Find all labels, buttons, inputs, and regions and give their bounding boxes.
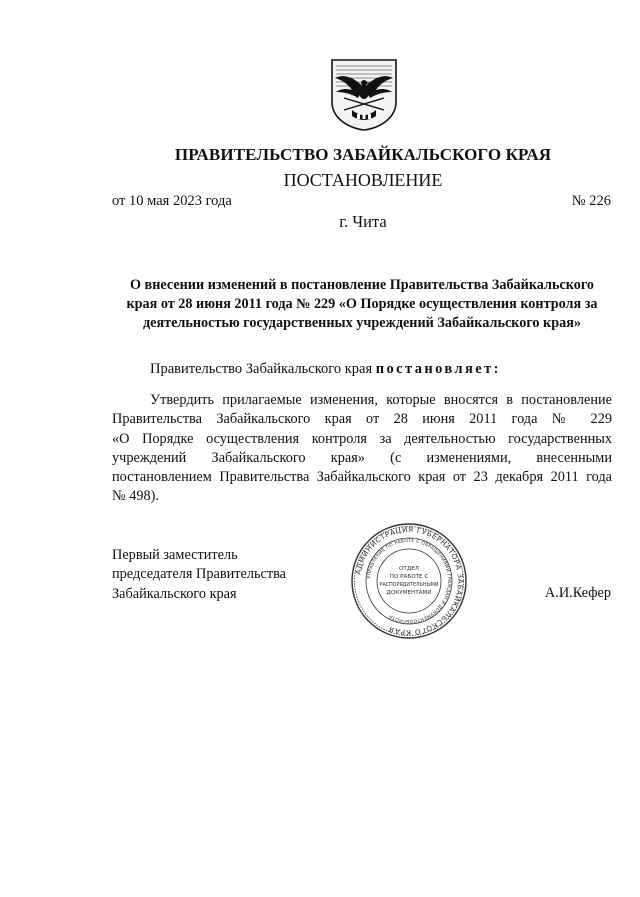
decree-subject: Правительство Забайкальского края bbox=[150, 361, 373, 377]
document-number: № 226 bbox=[571, 193, 611, 209]
seal-outer-text: АДМИНИСТРАЦИЯ ГУБЕРНАТОРА ЗАБАЙКАЛЬСКОГО КРАЯ bbox=[353, 524, 466, 638]
coat-of-arms-icon bbox=[330, 58, 398, 132]
body-line: «О Порядке осуществления контроля за деятельностью государственных bbox=[112, 430, 612, 447]
body-line: учреждений Забайкальского края» (с изменениями, внесенными bbox=[112, 449, 612, 466]
body-line: Правительства Забайкальского края от 28 июня 2011 года № 229 bbox=[112, 411, 612, 428]
government-title: ПРАВИТЕЛЬСТВО ЗАБАЙКАЛЬСКОГО КРАЯ bbox=[174, 145, 552, 164]
seal-center-line: РАСПОРЯДИТЕЛЬНЫМИ bbox=[379, 583, 439, 588]
signatory-position bbox=[112, 546, 286, 604]
document-body bbox=[112, 391, 612, 507]
signatory-position-line: Первый заместитель bbox=[112, 547, 238, 563]
document-date: от 10 мая 2023 года bbox=[112, 193, 232, 209]
document-city: г. Чита bbox=[339, 212, 387, 231]
signatory-name: А.И.Кефер bbox=[544, 585, 611, 601]
heading-line: деятельностью государственных учреждений Забайкальского края» bbox=[143, 315, 581, 331]
heading-line: О внесении изменений в постановление Правительства Забайкальского bbox=[129, 277, 595, 293]
seal-center-line: ПО РАБОТЕ С bbox=[389, 574, 429, 580]
seal-inner-text: УПРАВЛЕНИЕ ПО РАБОТЕ С ОБРАЩЕНИЯМИ ГРАЖДАН И ДОКУМЕНТООБОРОТА bbox=[367, 538, 452, 624]
signatory-position-line: Забайкальского края bbox=[112, 585, 237, 602]
body-line: Утвердить прилагаемые изменения, которые вносятся в постановление bbox=[150, 392, 612, 408]
body-line: постановлением Правительства Забайкальского края от 23 декабря 2011 года bbox=[112, 469, 612, 486]
decree-line bbox=[150, 361, 501, 378]
heading-line: края от 28 июня 2011 года № 229 «О Порядке осуществления контроля за bbox=[126, 296, 598, 312]
official-seal-icon bbox=[350, 522, 468, 640]
signatory-position-line: председателя Правительства bbox=[112, 566, 287, 583]
decree-verb: постановляет: bbox=[375, 361, 501, 377]
document-type: ПОСТАНОВЛЕНИЕ bbox=[283, 170, 443, 190]
seal-center-line: ОТДЕЛ bbox=[399, 566, 419, 572]
body-line: № 498). bbox=[112, 488, 159, 505]
document-heading bbox=[112, 276, 612, 333]
seal-center-line: ДОКУМЕНТАМИ bbox=[386, 590, 432, 596]
